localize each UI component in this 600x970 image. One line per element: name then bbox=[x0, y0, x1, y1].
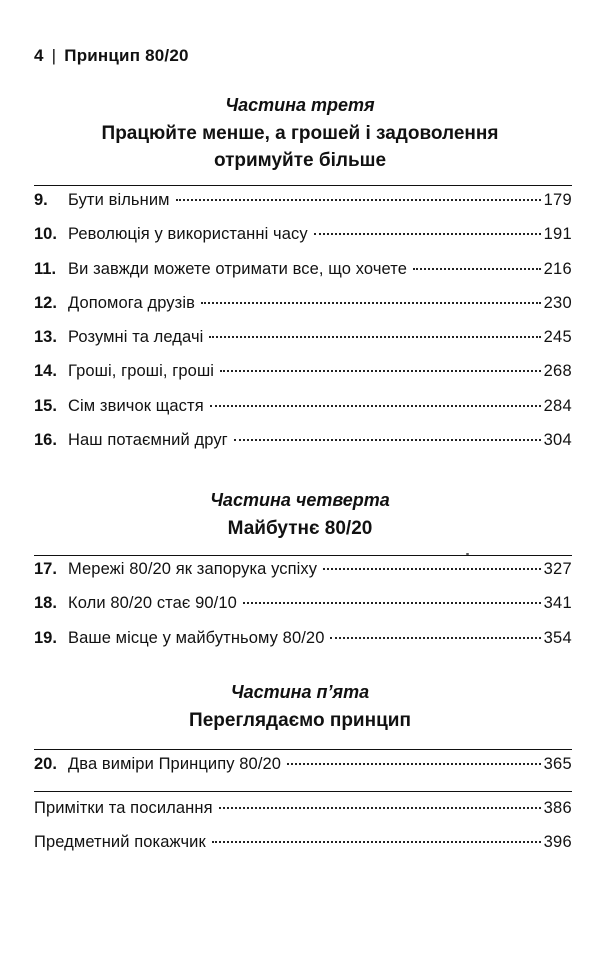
part-three-rule bbox=[34, 185, 572, 186]
toc-entry[interactable] bbox=[34, 397, 572, 431]
running-header bbox=[34, 46, 189, 66]
page-ref: 230 bbox=[543, 293, 572, 312]
toc-entry[interactable] bbox=[34, 260, 572, 294]
chapter-number: 9. bbox=[34, 191, 48, 209]
chapter-title: Коли 80/20 стає 90/10 bbox=[68, 594, 237, 613]
chapter-number: 12. bbox=[34, 293, 57, 312]
toc-entry[interactable] bbox=[34, 225, 572, 259]
page-ref: 284 bbox=[543, 396, 572, 415]
dot-leader bbox=[209, 336, 540, 338]
dot-leader bbox=[330, 637, 540, 639]
chapter-title: Революція у використанні часу bbox=[68, 225, 308, 244]
toc-entry[interactable] bbox=[34, 294, 572, 328]
part-five-title: Переглядаємо принцип bbox=[189, 710, 411, 731]
part-four-label: Частина четверта bbox=[210, 490, 390, 510]
toc-entry[interactable] bbox=[34, 629, 572, 663]
dot-leader bbox=[212, 841, 541, 843]
chapter-number: 20. bbox=[34, 755, 57, 773]
part-five-heading bbox=[0, 681, 600, 734]
toc-entry[interactable] bbox=[34, 799, 572, 833]
page-ref: 386 bbox=[543, 799, 572, 817]
page-ref: 268 bbox=[543, 362, 572, 381]
part-five-label: Частина п’ята bbox=[230, 682, 370, 702]
toc-entry[interactable] bbox=[34, 560, 572, 594]
part-three-title-line2: отримуйте більше bbox=[213, 150, 387, 171]
chapter-number: 18. bbox=[34, 594, 57, 613]
page-ref: 179 bbox=[543, 191, 572, 209]
backmatter-rule bbox=[34, 791, 572, 792]
part-four-heading bbox=[0, 489, 600, 542]
page-ref: 327 bbox=[543, 560, 572, 578]
dot-leader bbox=[243, 602, 541, 604]
chapter-number: 11. bbox=[34, 259, 57, 278]
dot-leader bbox=[413, 268, 541, 270]
chapter-number: 14. bbox=[34, 362, 57, 381]
backmatter-title: Примітки та посилання bbox=[34, 799, 213, 817]
dot-leader bbox=[314, 233, 541, 235]
chapter-title: Ви завжди можете отримати все, що хочете bbox=[68, 259, 407, 278]
toc-entry[interactable] bbox=[34, 191, 572, 225]
chapter-title: Сім звичок щастя bbox=[68, 396, 204, 415]
dot-leader bbox=[176, 199, 541, 201]
page-ref: 245 bbox=[543, 328, 572, 347]
dot-leader bbox=[287, 763, 540, 765]
page-ref: 216 bbox=[543, 259, 572, 278]
backmatter-title: Предметний покажчик bbox=[34, 833, 206, 852]
toc-entry[interactable] bbox=[34, 594, 572, 628]
page-ref: 365 bbox=[543, 755, 572, 773]
page-ref: 354 bbox=[543, 628, 572, 647]
toc-entry[interactable] bbox=[34, 755, 572, 789]
dot-leader bbox=[210, 405, 541, 407]
page-ref: 191 bbox=[543, 225, 572, 244]
toc-entry[interactable] bbox=[34, 833, 572, 867]
dot-leader bbox=[219, 807, 541, 809]
part-three-toc bbox=[34, 191, 572, 465]
dot-leader bbox=[201, 302, 541, 304]
toc-entry[interactable] bbox=[34, 431, 572, 465]
chapter-number: 15. bbox=[34, 396, 57, 415]
page-ref: 341 bbox=[543, 594, 572, 613]
chapter-title: Гроші, гроші, гроші bbox=[68, 362, 215, 381]
chapter-number: 13. bbox=[34, 328, 57, 347]
backmatter-toc bbox=[34, 799, 572, 868]
chapter-number: 10. bbox=[34, 225, 57, 244]
running-title: Принцип 80/20 bbox=[64, 46, 189, 65]
header-separator: | bbox=[51, 46, 57, 65]
chapter-number: 17. bbox=[34, 560, 57, 578]
chapter-title: Ваше місце у майбутньому 80/20 bbox=[68, 628, 325, 647]
chapter-title: Розумні та ледачі bbox=[68, 328, 204, 347]
part-three-heading bbox=[0, 94, 600, 174]
chapter-title: Мережі 80/20 як запорука успіху bbox=[68, 560, 318, 578]
dot-leader bbox=[323, 568, 540, 570]
part-four-toc bbox=[34, 560, 572, 663]
part-five-toc bbox=[34, 755, 572, 789]
part-four-rule bbox=[34, 555, 572, 556]
chapter-number: 16. bbox=[34, 431, 57, 450]
toc-entry[interactable] bbox=[34, 362, 572, 396]
chapter-title: Наш потаємний друг bbox=[68, 431, 228, 450]
part-five-rule bbox=[34, 749, 572, 750]
chapter-title: Два виміри Принципу 80/20 bbox=[68, 755, 282, 773]
chapter-number: 19. bbox=[34, 628, 57, 647]
chapter-title: Бути вільним bbox=[68, 191, 170, 209]
dot-leader bbox=[220, 370, 541, 372]
chapter-title: Допомога друзів bbox=[68, 293, 195, 312]
part-three-label: Частина третя bbox=[225, 95, 375, 115]
dot-leader bbox=[234, 439, 541, 441]
part-four-title: Майбутнє 80/20 bbox=[227, 518, 373, 539]
page-ref: 396 bbox=[543, 833, 572, 852]
part-three-title-line1: Працюйте менше, а грошей і задоволення bbox=[101, 123, 499, 144]
page-ref: 304 bbox=[543, 431, 572, 450]
toc-entry[interactable] bbox=[34, 328, 572, 362]
page-number: 4 bbox=[34, 46, 44, 65]
